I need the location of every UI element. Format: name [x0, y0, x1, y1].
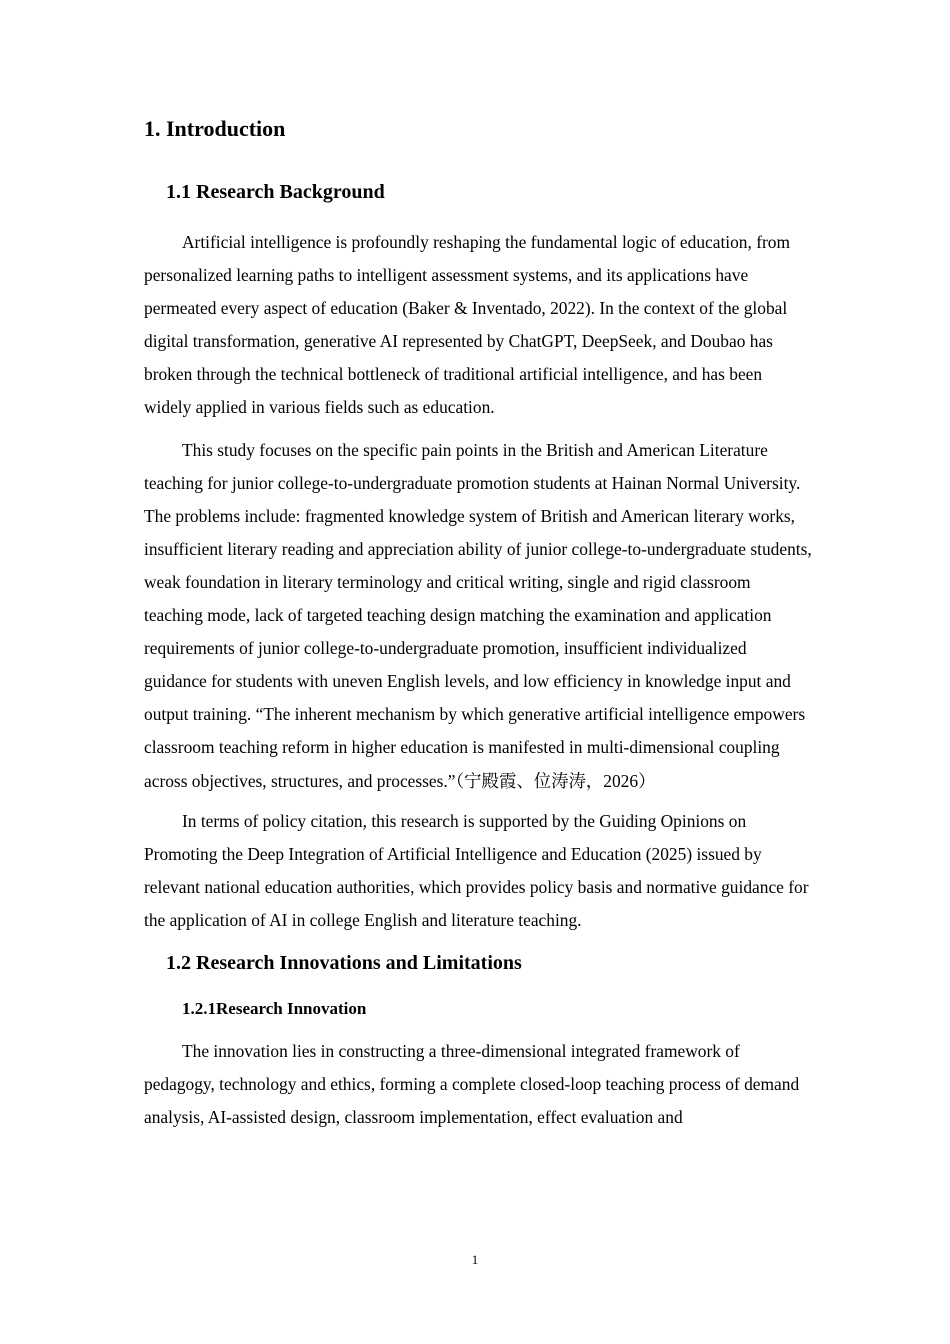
- page-number: 1: [471, 1252, 479, 1267]
- paragraph-study-focus: This study focuses on the specific pain points in the British and American Literature teaching for junior college-to-undergraduate promotion students at Hainan Normal University. The problems include: fragmented knowledge system of British and American literary works, insufficient literary reading and appreciation ability of junior college-to-undergraduate students, weak foundation in literary terminology and critical writing, single and rigid classroom teaching mode, lack of targeted teaching design matching the examination and application requirements of junior college-to-undergraduate promotion, insufficient individualized guidance for students with uneven English levels, and low efficiency in knowledge input and output training. “The inherent mechanism by which generative artificial intelligence empowers classroom teaching reform in higher education is manifested in multi-dimensional coupling across objectives, structures, and processes.”（宁殿霞、位涛涛，2026）: [144, 439, 812, 791]
- subsection-heading-research-innovation: 1.2.1Research Innovation: [182, 998, 367, 1018]
- paragraph-policy-citation: In terms of policy citation, this research is supported by the Guiding Opinions on Promoting the Deep Integration of Artificial Intelligence and Education (2025) issued by relevant national education authorities, which provides policy basis and normative guidance for the application of AI in college English and literature teaching.: [144, 810, 809, 930]
- paragraph-ai-reshaping-education: Artificial intelligence is profoundly reshaping the fundamental logic of education, from personalized learning paths to intelligent assessment systems, and its applications have permeated every aspect of education (Baker & Inventado, 2022). In the context of the global digital transformation, generative AI represented by ChatGPT, DeepSeek, and Doubao has broken through the technical bottleneck of traditional artificial intelligence, and has been widely applied in various fields such as education.: [144, 232, 791, 418]
- section-heading-innovations-limitations: 1.2 Research Innovations and Limitations: [166, 951, 522, 974]
- chapter-heading: 1. Introduction: [144, 116, 286, 141]
- page-content: [144, 112, 812, 1134]
- section-heading-research-background: 1.1 Research Background: [166, 181, 385, 203]
- paragraph-innovation: The innovation lies in constructing a three-dimensional integrated framework of pedagogy, technology and ethics, forming a complete closed-loop teaching process of demand analysis, AI-assisted design, classroom implementation, effect evaluation and: [144, 1040, 800, 1128]
